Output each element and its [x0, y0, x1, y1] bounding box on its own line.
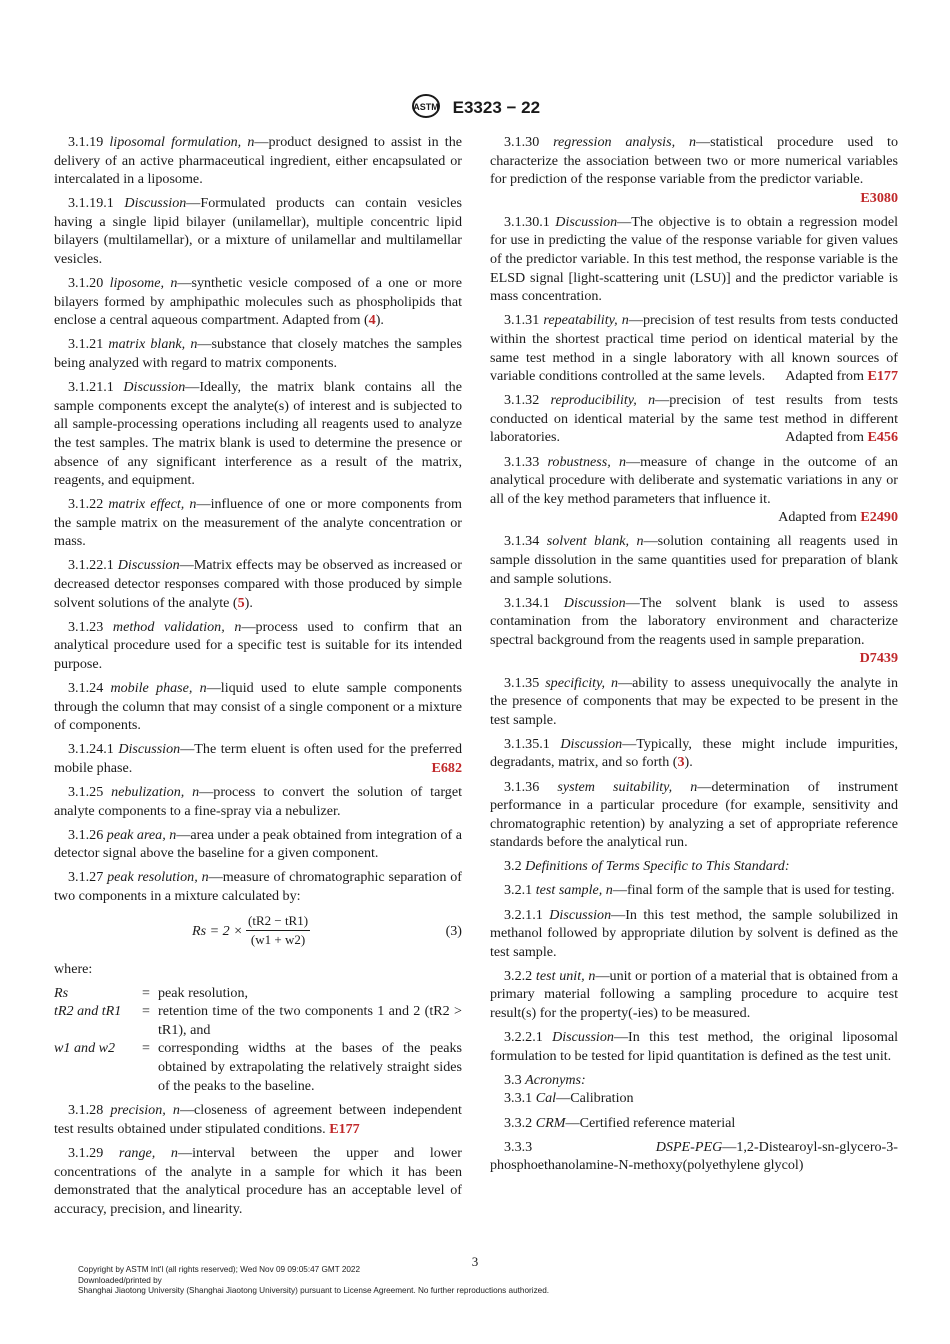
section-3-2-heading: 3.2 Definitions of Terms Specific to This Standard: [504, 858, 790, 875]
footer-download-line: Downloaded/printed by [78, 1275, 162, 1285]
definition-3-1-28: 3.1.28 precision, n—closeness of agreement between independent test results obtained under stipulated conditions. E177 [54, 1102, 462, 1137]
equation-lhs: Rs = 2 × [192, 922, 243, 939]
definition-3-1-33: 3.1.33 robustness, n—measure of change in the outcome of an analytical procedure with deliberate and systematic variations in any or all of the key method parameters that influence it. Adapted from E2490 [490, 453, 898, 526]
page-number: 3 [471, 1254, 479, 1269]
svg-text:ASTM: ASTM [413, 102, 439, 112]
definition-3-1-22: 3.1.22 matrix effect, n—influence of one or more components from the sample matrix on the measurement of the analyte concentration or mass. [54, 496, 462, 550]
where-symbol: tR2 and tR1 [54, 1003, 122, 1020]
definition-3-1-24: 3.1.24 mobile phase, n—liquid used to elute sample components through the column that may consist of a single component or a mixture of components. [54, 680, 462, 734]
where-definition: retention time of the two components 1 and 2 (tR2 > tR1), and [158, 1003, 462, 1038]
standard-reference-link[interactable]: E2490 [860, 509, 898, 526]
definition-3-1-34: 3.1.34 solvent blank, n—solution containing all reagents used in sample dissolution in the same quantities used for preparation of blank and sample solutions. [490, 533, 898, 587]
discussion-3-1-22-1: 3.1.22.1 Discussion—Matrix effects may be observed as increased or decreased detector responses compared with those produced by simple solvent solutions of the analyte (5). [54, 557, 462, 611]
equation-numerator: (tR2 − tR1) [246, 912, 310, 932]
definition-3-2-1: 3.2.1 test sample, n—final form of the sample that is used for testing. [504, 882, 895, 899]
definition-3-1-30: 3.1.30 regression analysis, n—statistical procedure used to characterize the association between two or more numerical variables for prediction of the response variable from the predictor variable. E3080 [490, 134, 898, 206]
equation-number: (3) [445, 922, 462, 939]
definition-3-1-20: 3.1.20 liposome, n—synthetic vesicle composed of a one or more bilayers formed by amphipathic molecules such as phospholipids that enclose a central aqueous compartment. Adapted from (4). [54, 275, 462, 329]
where-definition: peak resolution, [158, 984, 249, 1001]
footer-license-line: Shanghai Jiaotong University (Shanghai Jiaotong University) pursuant to License Agreement. No further reproductions authorized. [78, 1286, 550, 1295]
standard-reference-link[interactable]: D7439 [859, 650, 898, 667]
right-column [490, 133, 898, 1180]
discussion-3-1-24-1: 3.1.24.1 Discussion—The term eluent is often used for the preferred mobile phase. E682 [54, 741, 462, 776]
standard-reference-link[interactable]: E177 [867, 368, 898, 385]
where-definition: corresponding widths at the bases of the peaks obtained by extrapolating the relatively straight sides of the peaks to the baseline. [158, 1040, 462, 1094]
definition-3-1-21: 3.1.21 matrix blank, n—substance that closely matches the samples being analyzed with regard to matrix components. [54, 336, 462, 372]
where-label: where: [54, 960, 93, 977]
standard-reference-link[interactable]: E177 [329, 1120, 360, 1137]
standard-reference-link[interactable]: E3080 [860, 189, 898, 206]
definition-3-1-31: 3.1.31 repeatability, n—precision of test results from tests conducted within the shortest practical time period on identical material by the same test method in a single laboratory with all known sources of variable conditions controlled at the same levels. Adapted from E177 [490, 312, 899, 385]
where-equals: = [142, 984, 150, 1001]
definition-3-1-27: 3.1.27 peak resolution, n—measure of chromatographic separation of two components in a mixture calculated by: [54, 869, 462, 904]
definition-3-1-23: 3.1.23 method validation, n—process used to confirm that an analytical procedure used for a specific test is suitable for its intended purpose. [54, 618, 462, 672]
section-3-3-heading: 3.3 Acronyms: [504, 1071, 586, 1088]
copyright-footer [78, 1265, 549, 1297]
astm-logo-icon [410, 93, 442, 124]
left-column [54, 133, 462, 1224]
definition-3-1-36: 3.1.36 system suitability, n—determination of instrument performance in a particular procedure (for example, sensitivity and chromatographic retention) by analyzing a set of appropriate reference standards before the analytical run. [490, 778, 898, 851]
definition-3-1-32: 3.1.32 reproducibility, n—precision of test results from tests conducted on identical material by the same test method in different laboratories. Adapted from E456 [490, 392, 898, 446]
reference-link[interactable]: 4 [368, 312, 376, 329]
page-header [0, 93, 950, 124]
resolution-equation [54, 912, 462, 952]
acronym-3-3-3: 3.3.3 DSPE-PEG—1,2-Distearoyl-sn-glycero-3-phosphoethanolamine-N-methoxy(polyethylene glycol) [490, 1138, 898, 1174]
definition-3-1-19: 3.1.19 liposomal formulation, n—product designed to assist in the delivery of an active pharmaceutical ingredient, either encapsulated or intercalated in a liposome. [54, 134, 463, 188]
discussion-3-1-21-1: 3.1.21.1 Discussion—Ideally, the matrix blank contains all the sample components except the analyte(s) of interest and is subjected to all sample-processing operations including all reagents used to analyze the test samples. The matrix blank is used to determine the presence or absence of any significant interference as a result of the matrix, reagents, and equipment. [54, 379, 462, 489]
where-symbol: w1 and w2 [54, 1040, 116, 1057]
definition-3-1-25: 3.1.25 nebulization, n—process to convert the solution of target analyte components to a fine-spray via a nebulizer. [54, 784, 462, 819]
equation-fraction [246, 912, 310, 950]
discussion-3-1-34-1: 3.1.34.1 Discussion—The solvent blank is used to assess contamination from the laboratory environment and characterize spectral background from the reagents used in sample preparation. D7439 [490, 594, 898, 667]
acronym-3-3-1: 3.3.1 Cal—Calibration [504, 1090, 634, 1107]
reference-link[interactable]: 3 [677, 754, 685, 771]
discussion-3-1-19-1: 3.1.19.1 Discussion—Formulated products can contain vesicles having a single lipid bilayer (unilamellar), multiple concentric lipid bilayers (multilamellar), or a mixture of unilamellar and multilamellar vesicles. [54, 195, 462, 268]
standard-designation: E3323 − 22 [452, 97, 541, 117]
equation-denominator: (w1 + w2) [250, 932, 306, 948]
where-symbol: Rs [54, 984, 69, 1001]
standard-reference-link[interactable]: E682 [431, 759, 462, 776]
reference-link[interactable]: 5 [237, 594, 245, 611]
discussion-3-1-35-1: 3.1.35.1 Discussion—Typically, these might include impurities, degradants, matrix, and so forth (3). [490, 735, 898, 771]
standard-reference-link[interactable]: E456 [867, 429, 898, 446]
definition-3-1-26: 3.1.26 peak area, n—area under a peak obtained from integration of a detector signal above the baseline for a given component. [54, 826, 462, 862]
definition-3-1-29: 3.1.29 range, n—interval between the upper and lower concentrations of the analyte in a sample for which it has been demonstrated that the analytical procedure has an acceptable level of accuracy, precision, and linearity. [54, 1144, 462, 1217]
discussion-3-2-2-1: 3.2.2.1 Discussion—In this test method, the original liposomal formulation to be tested for lipid quantitation is defined as the test unit. [490, 1029, 898, 1064]
discussion-3-1-30-1: 3.1.30.1 Discussion—The objective is to obtain a regression model for use in predicting the value of the response variable for given values of the predictor variable. In this test method, the response variable is the ELSD signal [light-scattering unit (LSU)] and the predictor variable is mass concentration. [490, 213, 898, 305]
acronym-3-3-2: 3.3.2 CRM—Certified reference material [504, 1114, 736, 1131]
definition-3-1-35: 3.1.35 specificity, n—ability to assess unequivocally the analyte in the presence of components that may be expected to be present in the test sample. [490, 674, 898, 728]
where-equals: = [142, 1040, 150, 1057]
where-table [54, 984, 462, 1096]
discussion-3-2-1-1: 3.2.1.1 Discussion—In this test method, the sample solubilized in methanol followed by appropriate dilution by solvent is defined as the test sample. [490, 906, 898, 960]
definition-3-2-2: 3.2.2 test unit, n—unit or portion of a material that is obtained from a primary material following a sampling procedure to acquire test result(s) for the property(-ies) to be measured. [490, 967, 898, 1022]
footer-copyright-line: Copyright by ASTM Int'l (all rights reserved); Wed Nov 09 09:05:47 GMT 2022 [78, 1265, 361, 1274]
where-equals: = [142, 1003, 150, 1020]
